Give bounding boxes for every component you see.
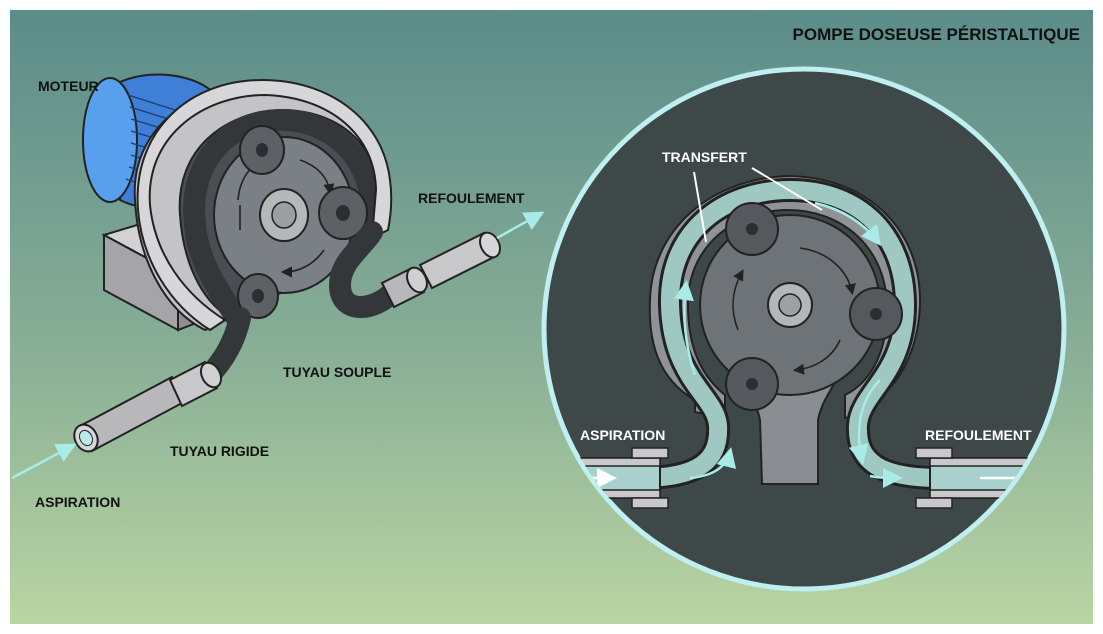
- label-flexible-tube: TUYAU SOUPLE: [283, 364, 392, 380]
- label-rigid-tube: TUYAU RIGIDE: [170, 443, 270, 459]
- section-roller-right: [850, 288, 902, 340]
- label-suction-left: ASPIRATION: [35, 494, 121, 510]
- section-roller-top: [726, 203, 778, 255]
- section-roller-bottom: [726, 358, 778, 410]
- pump-cross-section: [544, 69, 1065, 589]
- roller-top: [240, 126, 284, 174]
- label-motor: MOTEUR: [38, 78, 99, 94]
- label-transfer: TRANSFERT: [662, 149, 747, 165]
- diagram-title: POMPE DOSEUSE PÉRISTALTIQUE: [792, 25, 1080, 44]
- label-discharge-left: REFOULEMENT: [418, 190, 525, 206]
- label-suction-right: ASPIRATION: [580, 427, 666, 443]
- section-shaft: [779, 294, 801, 316]
- label-discharge-right: REFOULEMENT: [925, 427, 1032, 443]
